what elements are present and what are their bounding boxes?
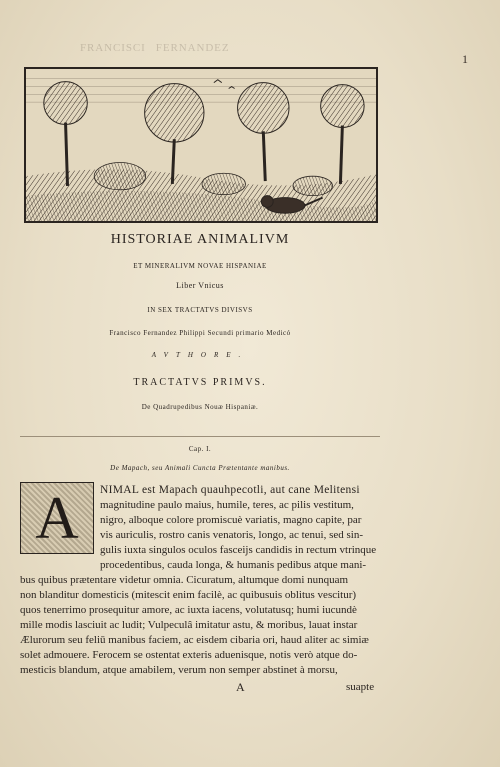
liber-line: Liber Vnicus bbox=[176, 281, 224, 290]
landscape-engraving bbox=[26, 69, 376, 221]
body-line: mesticis blandum, atque amabilem, verum non semper abstinet à morsu, bbox=[20, 664, 338, 676]
book-title: HISTORIAE ANIMALIVM bbox=[110, 232, 290, 247]
section-divider bbox=[20, 436, 380, 437]
decorated-initial bbox=[20, 482, 94, 554]
chapter-heading: De Mapach, seu Animali Cuncta Prætentante manibus. bbox=[110, 464, 290, 472]
book-subtitle: ET MINERALIVM NOVAE HISPANIAE bbox=[133, 262, 267, 270]
bleed-through-text: F R A N C I S C I F E R N A N D E Z bbox=[80, 42, 229, 54]
chapter-number: Cap. I. bbox=[188, 445, 212, 453]
woodcut-illustration bbox=[24, 67, 378, 223]
body-line: Ælurorum seu feliū manibus faciem, ac eisdem cibaria ori, haud aliter ac simiæ bbox=[20, 634, 369, 646]
body-line: gulis iuxta singulos oculos fasceijs candidis in rectum vtrinque bbox=[100, 544, 377, 556]
signature-mark: A bbox=[236, 680, 245, 694]
body-line: quos tenerrimo prosequitur amore, ac iuxta iacens, volutatusq; humi iucundè bbox=[20, 604, 357, 616]
body-line: NIMAL est Mapach quauhpecotli, aut cane Melitensi bbox=[100, 484, 360, 496]
body-line: procedentibus, cauda longa, & humanis pedibus atque mani- bbox=[100, 559, 367, 571]
folio-number: 1 bbox=[462, 52, 468, 66]
initial-letter: A bbox=[35, 485, 79, 551]
body-line: vis auriculis, rostro canis venatoris, longo, ac tenui, sed sin- bbox=[100, 529, 364, 541]
body-line: nigro, alboque colore promiscuè variatis, magno capite, par bbox=[100, 514, 362, 526]
tractatus-subject: De Quadrupedibus Nouæ Hispaniæ. bbox=[141, 403, 259, 411]
division-line: IN SEX TRACTATVS DIVISVS bbox=[147, 306, 253, 314]
body-line: non blanditur domesticis (mitescit enim facilè, ac quibusuis oblitus vescitur) bbox=[20, 589, 357, 601]
body-line: solet admouere. Ferocem se ostentat exteris aduenisque, notis verò atque do- bbox=[20, 649, 358, 661]
catchword: suapte bbox=[346, 681, 375, 693]
tractatus-title: TRACTATVS PRIMVS. bbox=[133, 377, 267, 388]
body-line: magnitudine paulo maius, humile, teres, ac pilis vestitum, bbox=[100, 499, 354, 511]
authore-line: AVTHORE. bbox=[151, 351, 249, 359]
body-line: mille modis lasciuit ac ludit; Vulpeculâ imitatur astu, & moribus, lauat instar bbox=[20, 619, 358, 631]
body-line: bus quibus prætentare videtur omnia. Cicuratum, altumque domi nunquam bbox=[20, 574, 349, 586]
author-line: Francisco Fernandez Philippi Secundi primario Medicó bbox=[109, 329, 291, 337]
